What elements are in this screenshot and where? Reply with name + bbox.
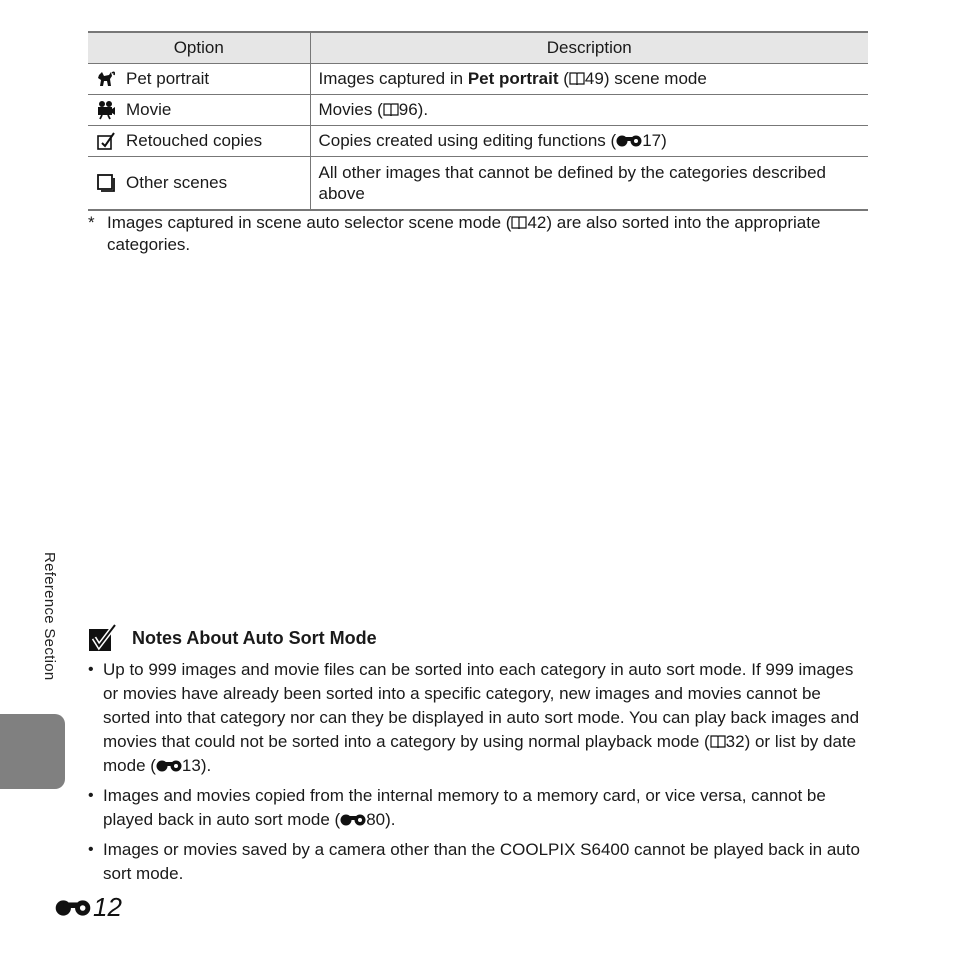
page-reference: 49 (584, 68, 604, 88)
book-reference-icon (569, 72, 585, 86)
e-reference-icon (156, 759, 182, 773)
column-header-option: Option (88, 32, 310, 63)
bullet-text-part: Images and movies copied from the internal memory to a memory card, or vice versa, cannot be played back in auto sort mode ( (103, 786, 826, 829)
table-row (88, 156, 868, 210)
e-reference-icon (340, 813, 366, 827)
option-label: Pet portrait (126, 68, 210, 88)
page-number-value: 12 (93, 892, 122, 922)
description-cell: All other images that cannot be defined by the categories described above (310, 156, 868, 210)
table-row (88, 94, 868, 125)
notes-heading (88, 624, 377, 652)
other-scenes-icon (96, 173, 116, 193)
footnote (88, 212, 868, 256)
bullet-dot: • (88, 661, 94, 678)
bullet-text: Images or movies saved by a camera other than the COOLPIX S6400 cannot be played back in auto sort mode. (103, 840, 860, 883)
description-cell (310, 125, 868, 156)
bullet-text-part: ). (385, 810, 396, 829)
pet-portrait-icon (96, 69, 116, 89)
page-reference: 13 (181, 756, 201, 775)
option-label: Retouched copies (126, 130, 263, 150)
description-text: ) (661, 130, 667, 150)
option-cell (88, 125, 310, 156)
description-text: Movies ( (318, 99, 383, 119)
table-row (88, 125, 868, 156)
option-label: Movie (126, 99, 172, 119)
movie-icon (96, 100, 116, 120)
description-text: ( (558, 68, 569, 88)
page-reference: 42 (527, 213, 547, 232)
option-cell (88, 63, 310, 94)
column-header-description: Description (310, 32, 868, 63)
list-item (88, 838, 868, 886)
description-text: ). (417, 99, 429, 119)
table-header-row (88, 32, 868, 63)
option-cell (88, 156, 310, 210)
bullet-text (103, 784, 868, 832)
e-reference-icon (55, 898, 91, 918)
description-bold-text: Pet portrait (467, 68, 559, 88)
check-note-icon (88, 624, 118, 652)
bullet-text-part: Up to 999 images and movie files can be sorted into each category in auto sort mode. If 999 images or movies have already been sorted into a specific category, new images and movies cannot be sorted into that category nor can they be displayed in auto sort mode. You can play back images and movies that could not be sorted into a category by using normal playback mode ( (103, 660, 860, 751)
page-number (55, 892, 122, 923)
list-item (88, 784, 868, 832)
description-text: ) scene mode (603, 68, 707, 88)
footnote-marker: * (88, 213, 95, 232)
option-cell (88, 94, 310, 125)
book-reference-icon (511, 216, 527, 230)
page-reference: 17 (642, 130, 662, 150)
bullet-text-part: ) or list by date mode ( (103, 732, 857, 775)
bullet-dot: • (88, 841, 94, 858)
notes-bullet-list (88, 658, 868, 892)
page-reference: 32 (725, 732, 745, 751)
retouch-icon (96, 131, 116, 151)
description-cell (310, 94, 868, 125)
list-item (88, 658, 868, 778)
bullet-dot: • (88, 787, 94, 804)
book-reference-icon (710, 735, 726, 749)
page-reference: 80 (366, 810, 386, 829)
book-reference-icon (383, 103, 399, 117)
footnote-text-part: Images captured in scene auto selector scene mode ( (107, 213, 512, 232)
footnote-text (107, 212, 868, 256)
notes-title: Notes About Auto Sort Mode (132, 627, 377, 648)
description-cell (310, 63, 868, 94)
e-reference-icon (616, 134, 642, 148)
description-text: Images captured in (318, 68, 468, 88)
bullet-text-part: ). (200, 756, 212, 775)
sort-category-table (88, 31, 868, 211)
page-reference: 96 (398, 99, 418, 119)
table-row (88, 63, 868, 94)
option-label: Other scenes (126, 173, 228, 193)
section-tab-marker (0, 714, 65, 789)
section-side-label: Reference Section (41, 552, 58, 681)
bullet-text (103, 658, 868, 778)
footnote-text-part: ) are also sorted into the appropriate categories. (107, 213, 821, 254)
description-text: Copies created using editing functions ( (318, 130, 617, 150)
